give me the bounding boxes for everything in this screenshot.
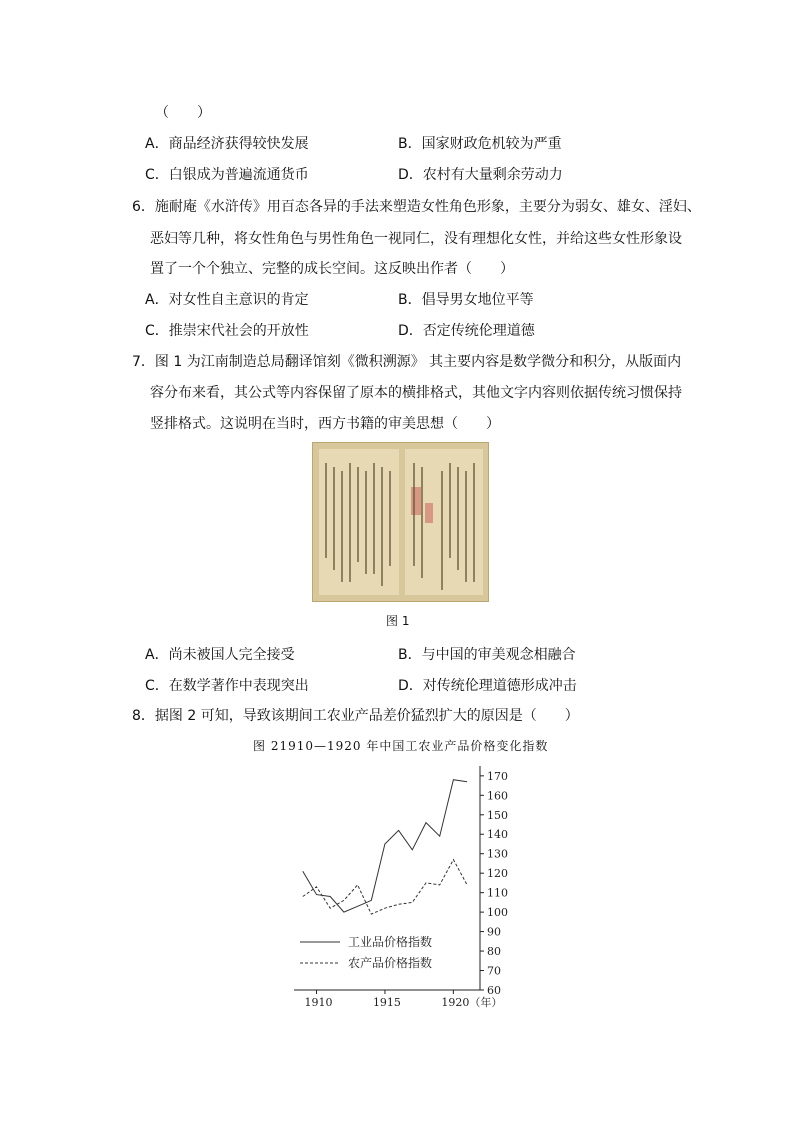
text-column (421, 467, 423, 578)
text-column (325, 463, 327, 558)
option-label: B． (398, 647, 422, 663)
q7-stem-line-2: 容分布来看，其公式等内容保留了原本的横排格式，其他文字内容则依据传统习惯保持 (150, 385, 682, 401)
y-tick-label: 110 (487, 886, 508, 900)
q7-option-a[interactable] (145, 645, 295, 665)
option-text: 对传统伦理道德形成冲击 (422, 678, 577, 694)
option-text: 与中国的审美观念相融合 (421, 647, 576, 663)
q7-option-b[interactable] (398, 645, 576, 665)
option-label: C． (145, 678, 169, 694)
text-column (473, 463, 475, 582)
text-column (373, 463, 375, 574)
y-tick-label: 130 (487, 847, 508, 861)
industrial-price-line (303, 780, 467, 912)
y-tick-label: 60 (487, 984, 501, 997)
q6-stem-line-1: 6．施耐庵《水浒传》用百态各异的手法来塑造女性角色形象，主要分为弱女、雄女、淫妇、 (132, 199, 701, 215)
option-label: C． (145, 167, 169, 183)
text-column (341, 471, 343, 582)
q8-stem: 8．据图 2 可知，导致该期间工农业产品差价猛烈扩大的原因是（ ） (132, 708, 579, 724)
text-column (365, 471, 367, 574)
text-column (441, 471, 443, 590)
option-text: 在数学著作中表现突出 (168, 678, 309, 694)
x-tick-label: 1910 (304, 996, 333, 1009)
chart-title: 图 21910—1920 年中国工农业产品价格变化指数 (253, 739, 549, 753)
option-label: B． (398, 136, 422, 152)
option-label: A． (145, 136, 169, 152)
q5-option-a[interactable] (145, 134, 309, 154)
option-text: 国家财政危机较为严重 (421, 136, 562, 152)
text-column (413, 463, 415, 566)
y-tick-label: 80 (487, 945, 501, 959)
x-tick-label: 1920（年） (441, 996, 503, 1009)
option-label: C． (145, 323, 169, 339)
text-column (465, 471, 467, 582)
option-text: 对女性自主意识的肯定 (168, 292, 309, 308)
option-label: D． (398, 167, 423, 183)
q6-option-c[interactable] (145, 321, 309, 341)
price-index-line-chart (288, 762, 548, 1012)
x-axis-ticks (305, 990, 503, 1009)
q6-option-b[interactable] (398, 290, 534, 310)
text-column (381, 467, 383, 586)
legend-label: 农产品价格指数 (348, 956, 433, 970)
figure-1-caption: 图 1 (386, 614, 410, 628)
option-text: 否定传统伦理道德 (422, 323, 535, 339)
q6-option-a[interactable] (145, 290, 309, 310)
red-seal-mark (425, 503, 433, 523)
y-tick-label: 170 (487, 769, 508, 783)
option-label: D． (398, 678, 423, 694)
option-text: 倡导男女地位平等 (421, 292, 534, 308)
q5-option-d[interactable] (398, 165, 563, 185)
q5-option-b[interactable] (398, 134, 562, 154)
text-column (457, 467, 459, 570)
book-right-page (405, 449, 483, 595)
text-column (333, 467, 335, 570)
y-axis-ticks (480, 770, 508, 997)
option-text: 商品经济获得较快发展 (168, 136, 309, 152)
agri-price-line (303, 860, 467, 915)
y-tick-label: 100 (487, 906, 508, 920)
q6-option-d[interactable] (398, 321, 535, 341)
option-text: 推崇宋代社会的开放性 (168, 323, 309, 339)
option-label: A． (145, 292, 169, 308)
y-tick-label: 70 (487, 964, 501, 978)
chart-series (303, 780, 467, 914)
option-text: 尚未被国人完全接受 (168, 647, 295, 663)
y-tick-label: 160 (487, 789, 508, 803)
book-left-page (319, 449, 399, 595)
legend-label: 工业品价格指数 (348, 935, 433, 949)
y-tick-label: 90 (487, 925, 501, 939)
y-tick-label: 150 (487, 808, 508, 822)
q6-stem-line-3: 置了一个个独立、完整的成长空间。这反映出作者（ ） (150, 261, 514, 277)
text-column (389, 471, 391, 566)
y-tick-label: 140 (487, 828, 508, 842)
chart-legend (300, 934, 432, 970)
x-tick-label: 1915 (372, 996, 401, 1009)
q7-stem-line-3: 竖排格式。这说明在当时，西方书籍的审美思想（ ） (150, 416, 500, 432)
text-column (349, 463, 351, 582)
text-column (449, 463, 451, 558)
option-label: B． (398, 292, 422, 308)
q7-option-c[interactable] (145, 676, 309, 696)
q6-stem-line-2: 恶妇等几种，将女性角色与男性角色一视同仁，没有理想化女性，并给这些女性形象设 (150, 231, 682, 247)
option-label: D． (398, 323, 423, 339)
book-photo-figure (312, 442, 489, 602)
option-text: 白银成为普遍流通货币 (168, 167, 309, 183)
q5-option-c[interactable] (145, 165, 309, 185)
y-tick-label: 120 (487, 867, 508, 881)
q5-stem-tail: （ ） (155, 105, 211, 121)
text-column (357, 467, 359, 562)
option-text: 农村有大量剩余劳动力 (422, 167, 563, 183)
option-label: A． (145, 647, 169, 663)
q7-stem-line-1: 7．图 1 为江南制造总局翻译馆刻《微积溯源》 其主要内容是数学微分和积分，从版面内 (132, 354, 682, 370)
q7-option-d[interactable] (398, 676, 577, 696)
